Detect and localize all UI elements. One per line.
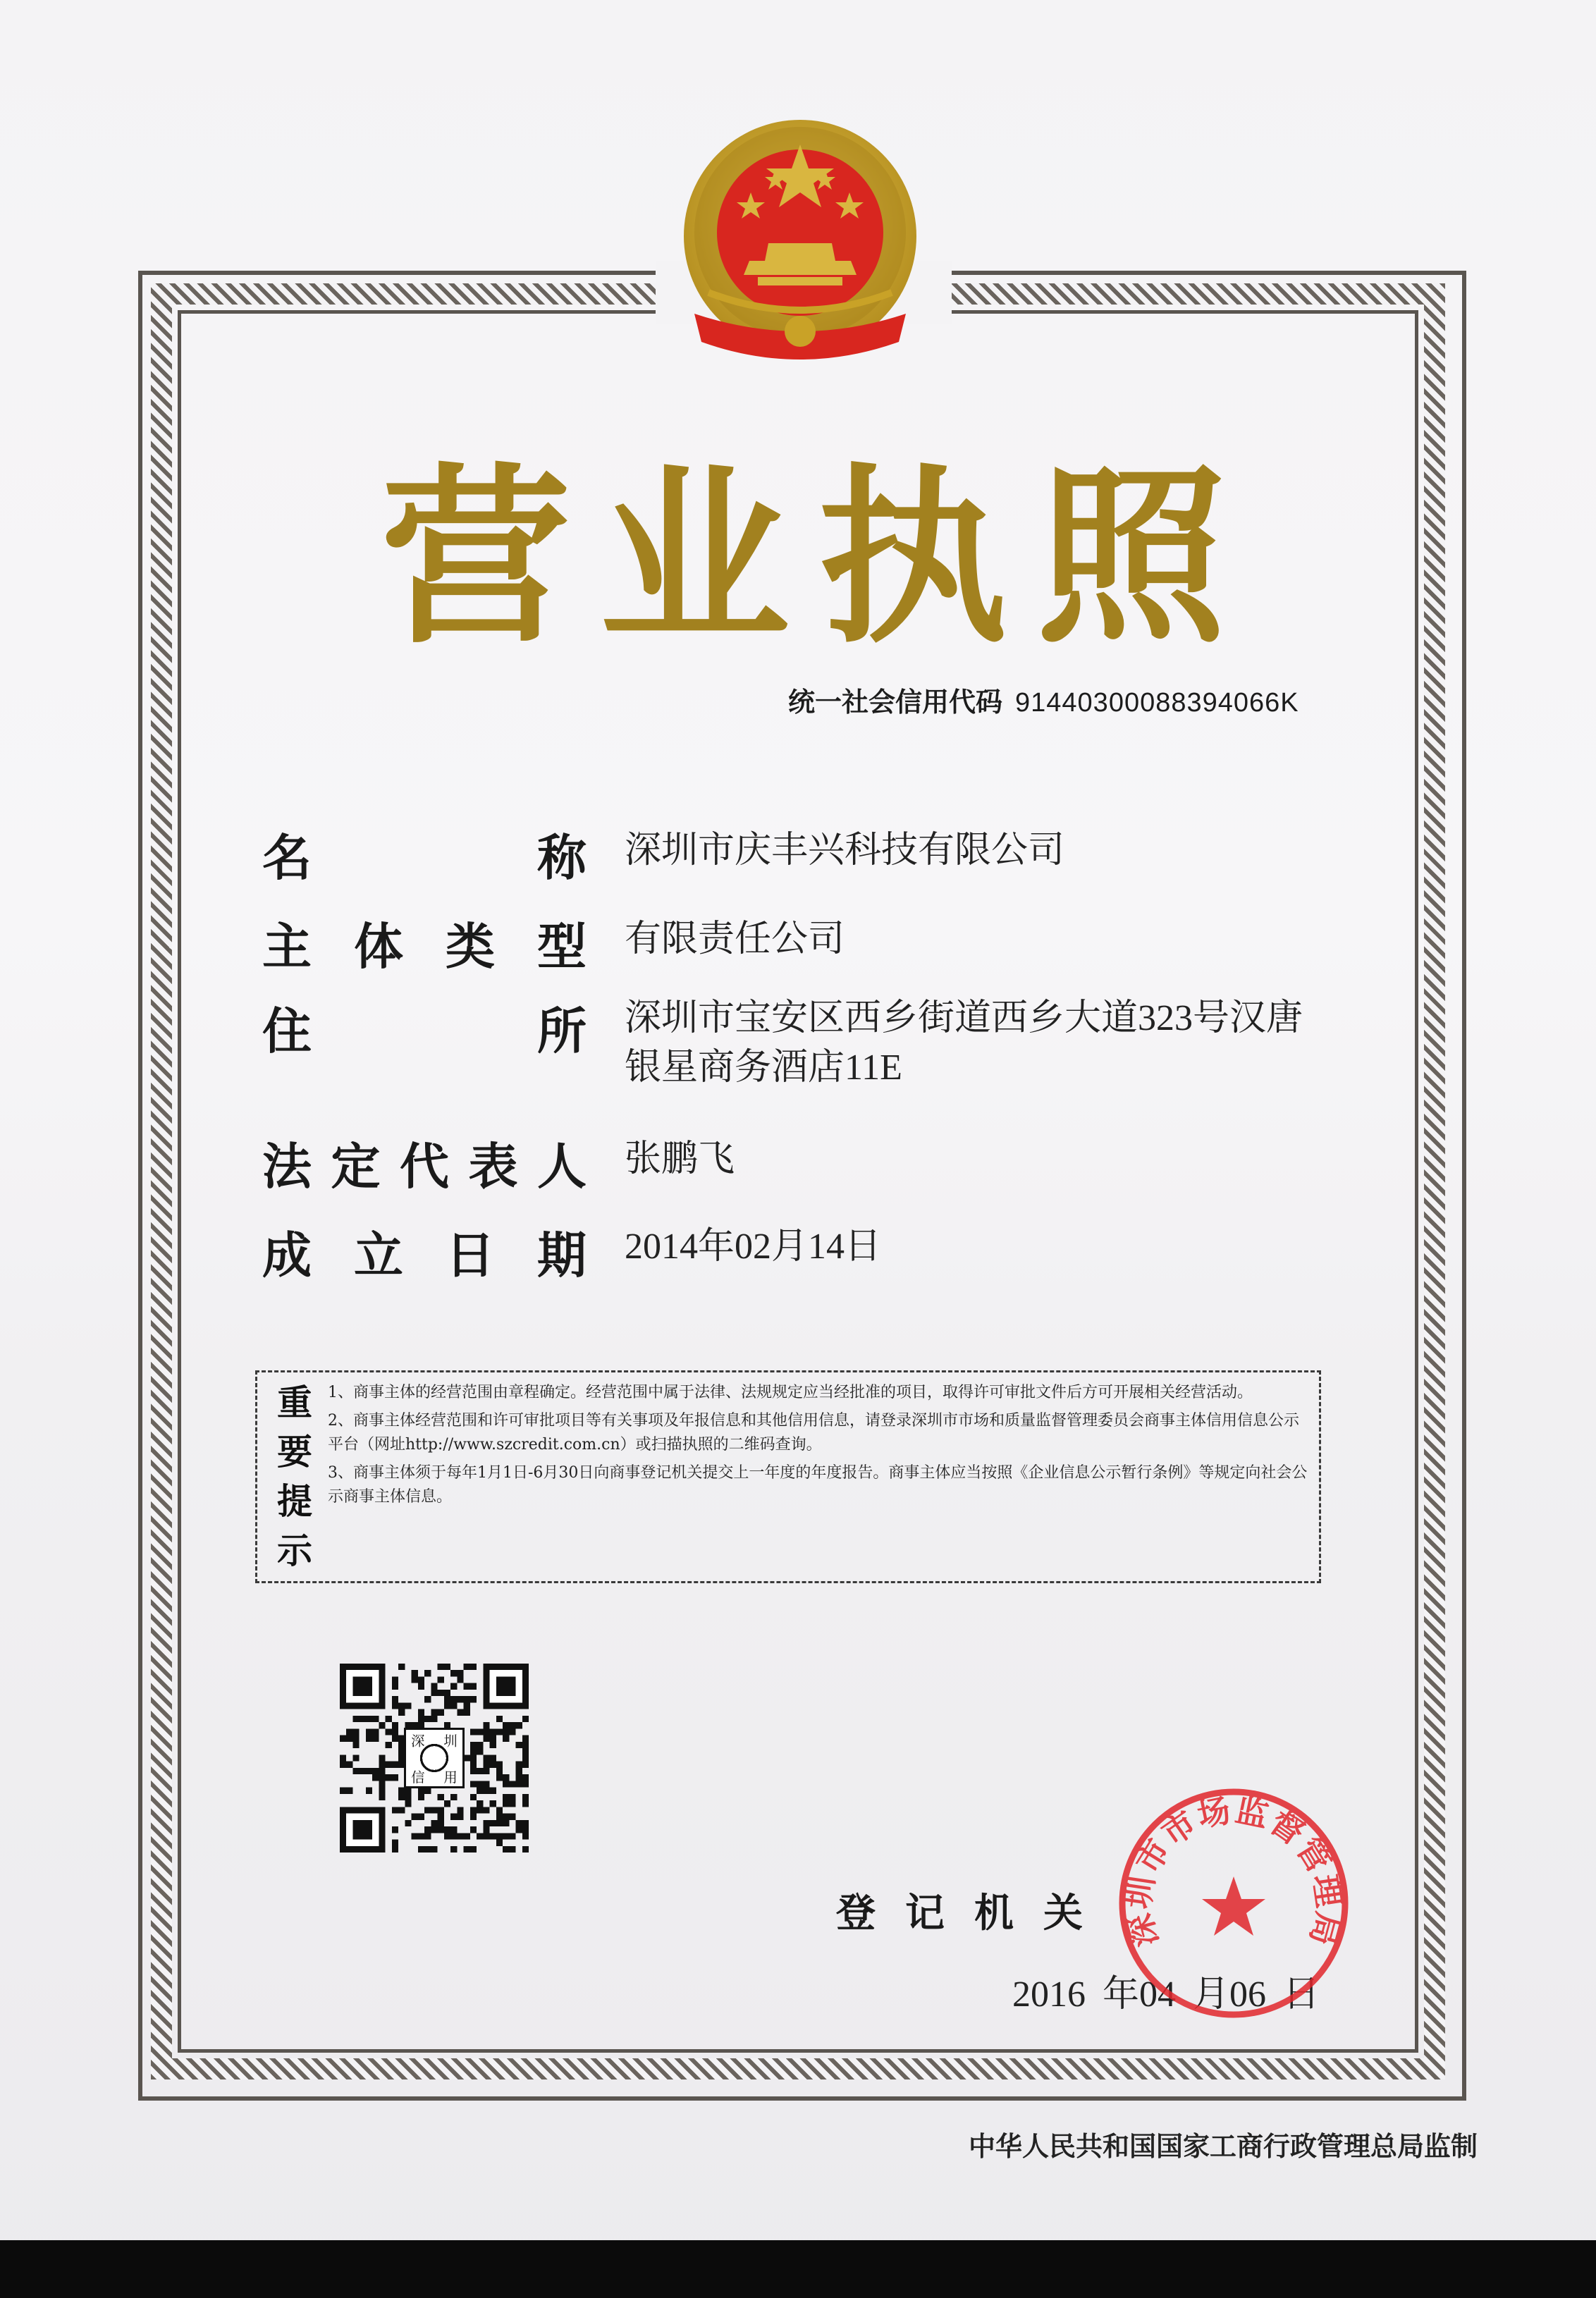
- field-label-entity-type: 主 体 类 型: [262, 918, 587, 976]
- important-notice-box: [255, 1370, 1321, 1583]
- supervision-footer: 中华人民共和国国家工商行政管理总局监制: [969, 2131, 1478, 2162]
- title-char: 营: [381, 445, 571, 669]
- field-value-name: 深圳市庆丰兴科技有限公司: [625, 830, 1065, 871]
- svg-text:用: 用: [443, 1769, 458, 1786]
- field-value-address: 深圳市宝安区西乡街道西乡大道323号汉唐 银星商务酒店11E: [625, 998, 1303, 1088]
- scan-background: [0, 2240, 1596, 2298]
- notice-title: 重 要 提 示: [277, 1382, 312, 1571]
- title-char: 业: [599, 445, 790, 669]
- svg-text:深: 深: [411, 1733, 425, 1750]
- registration-date: 2016 年04 月06 日: [1012, 1974, 1320, 2015]
- field-label-establishment-date: 成 立 日 期: [262, 1227, 587, 1284]
- svg-text:深圳市市场监督管理局: 深圳市市场监督管理局: [1119, 1790, 1349, 1951]
- title-char: 照: [1036, 445, 1227, 669]
- notice-item: 2、商事主体经营范围和许可审批项目等有关事项及年报信息和其他信用信息，请登录深圳市市场和质量监督管理委员会商事主体信用信息公示平台（网址http://www.szcredit.com.cn）或扫描执照的二维码查询。: [328, 1412, 1300, 1454]
- document-title: [381, 445, 1227, 669]
- field-value-establishment-date: 2014年02月14日: [625, 1227, 882, 1267]
- qr-code-icon[interactable]: [340, 1664, 529, 1852]
- field-label-name: 名 称: [262, 829, 587, 887]
- registration-authority-label: 登 记 机 关: [836, 1891, 1083, 1936]
- field-value-entity-type: 有限责任公司: [625, 919, 845, 959]
- national-emblem-icon: [666, 116, 934, 384]
- svg-text:圳: 圳: [443, 1733, 458, 1750]
- field-label-legal-representative: 法 定 代 表 人: [262, 1138, 587, 1196]
- credit-code-line: [788, 680, 1380, 723]
- title-char: 执: [818, 445, 1008, 669]
- svg-text:信: 信: [411, 1769, 425, 1786]
- notice-item: 3、商事主体须于每年1月1日-6月30日向商事登记机关提交上一年度的年度报告。商事主体应当按照《企业信息公示暂行条例》等规定向社会公示商事主体信息。: [328, 1464, 1308, 1506]
- official-seal-stamp: [1114, 1783, 1353, 2023]
- notice-body: [328, 1381, 1308, 1513]
- notice-item: 1、商事主体的经营范围由章程确定。经营范围中属于法律、法规规定应当经批准的项目，取得许可审批文件后方可开展相关经营活动。: [328, 1384, 1253, 1401]
- credit-code-label: 统一社会信用代码: [788, 687, 1003, 718]
- field-label-address: 住 所: [262, 1002, 587, 1060]
- credit-code-value: 91440300088394066K: [1015, 688, 1299, 718]
- field-value-legal-representative: 张鹏飞: [625, 1139, 735, 1179]
